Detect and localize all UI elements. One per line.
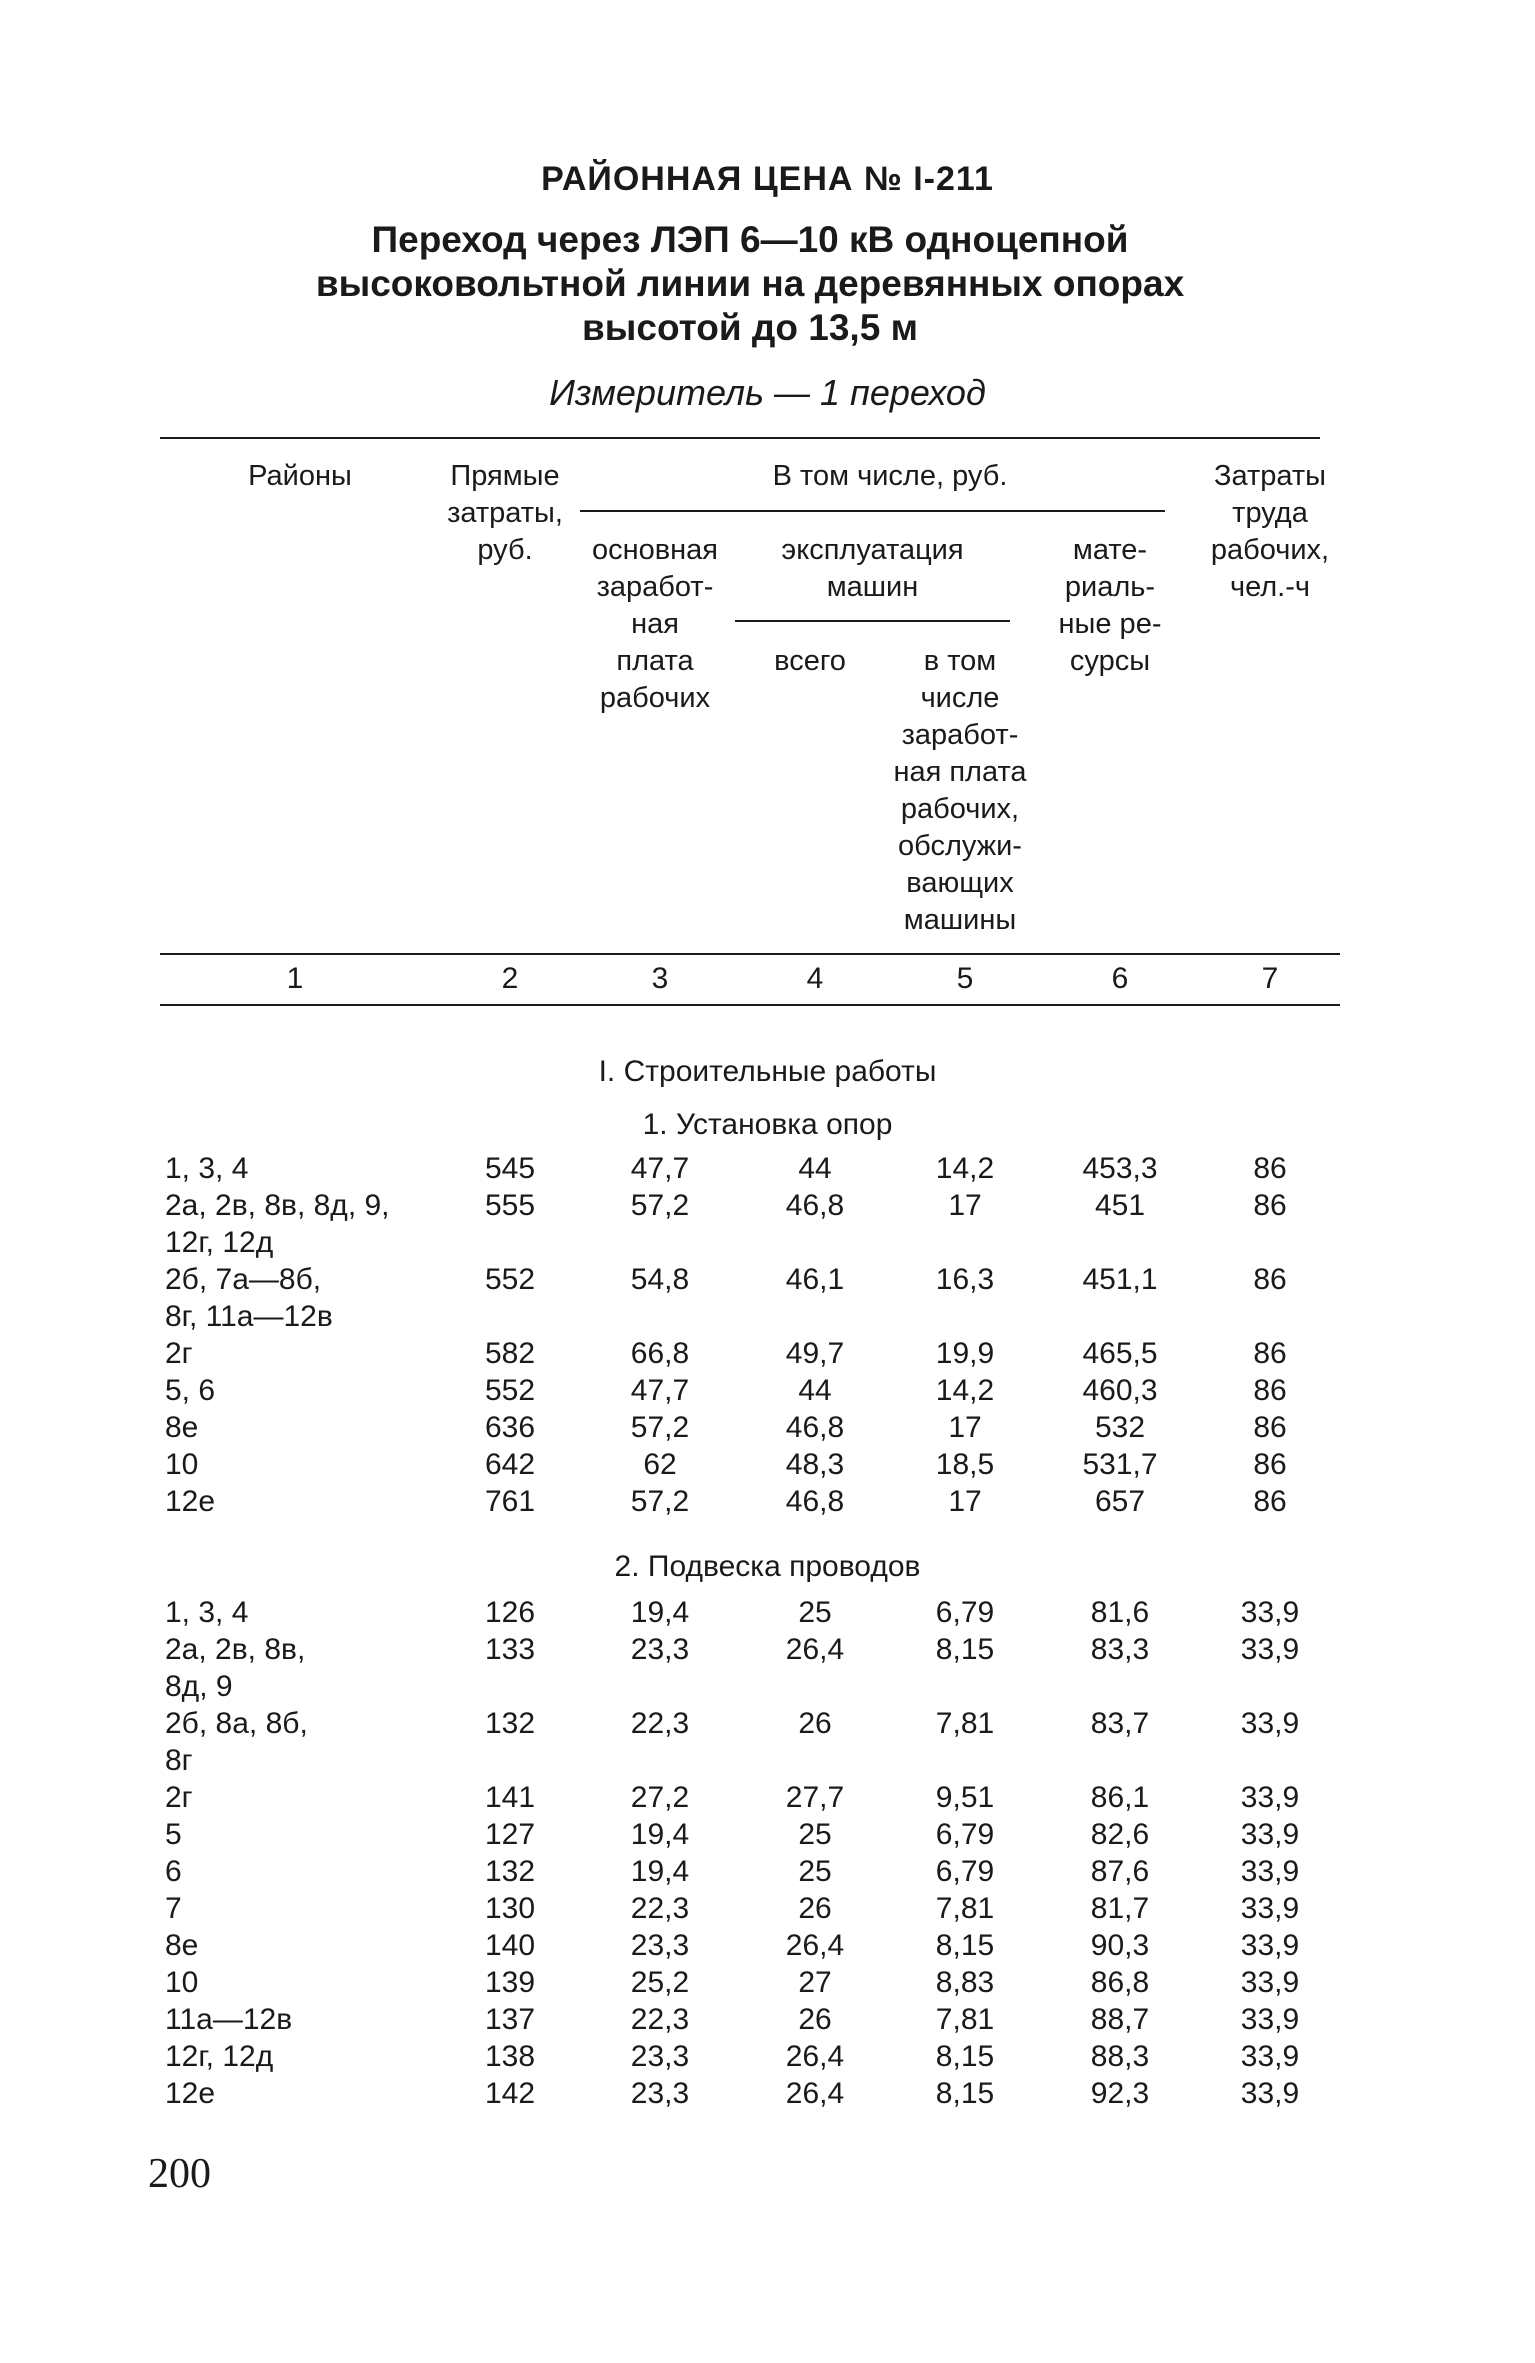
column-number: 7 bbox=[1261, 962, 1279, 995]
region-label: 12г, 12д bbox=[165, 2040, 274, 2073]
table-cell: 6,79 bbox=[935, 1818, 995, 1851]
table-cell: 17 bbox=[948, 1411, 982, 1444]
table-cell: 33,9 bbox=[1240, 2003, 1300, 2036]
table-cell: 33,9 bbox=[1240, 2040, 1300, 2073]
table-cell: 465,5 bbox=[1082, 1337, 1158, 1370]
measure-unit: Измеритель — 1 переход bbox=[549, 372, 986, 413]
table-cell: 142 bbox=[484, 2077, 536, 2110]
table-cell: 83,3 bbox=[1090, 1633, 1150, 1666]
table-cell: 48,3 bbox=[785, 1448, 845, 1481]
table-cell: 86 bbox=[1253, 1448, 1287, 1481]
table-row bbox=[0, 1781, 1535, 1818]
page-title bbox=[250, 218, 1250, 350]
table-cell: 451,1 bbox=[1082, 1263, 1158, 1296]
table-cell: 451 bbox=[1094, 1189, 1146, 1222]
table-cell: 8,15 bbox=[935, 2077, 995, 2110]
table-cell: 26 bbox=[798, 1892, 832, 1925]
region-label: 2г bbox=[165, 1781, 193, 1814]
table-cell: 139 bbox=[484, 1966, 536, 1999]
table-cell: 86 bbox=[1253, 1374, 1287, 1407]
table-cell: 14,2 bbox=[935, 1152, 995, 1185]
region-label: 8е bbox=[165, 1929, 199, 1962]
section-heading: I. Строительные работы bbox=[598, 1055, 937, 1088]
table-cell: 46,8 bbox=[785, 1411, 845, 1444]
table-cell: 582 bbox=[484, 1337, 536, 1370]
table-cell: 57,2 bbox=[630, 1189, 690, 1222]
table-cell: 460,3 bbox=[1082, 1374, 1158, 1407]
table-cell: 9,51 bbox=[935, 1781, 995, 1814]
header-regions: Районы bbox=[248, 460, 352, 492]
table-cell: 86 bbox=[1253, 1485, 1287, 1518]
table-cell: 44 bbox=[798, 1152, 832, 1185]
table-cell: 26,4 bbox=[785, 1929, 845, 1962]
table-row bbox=[0, 1485, 1535, 1522]
table-cell: 81,7 bbox=[1090, 1892, 1150, 1925]
header-line: заработ- bbox=[901, 719, 1019, 751]
title-line: высоковольтной линии на деревянных опорах bbox=[315, 263, 1185, 304]
header-line: заработ- bbox=[596, 571, 714, 603]
header-line: числе bbox=[920, 682, 1000, 714]
region-label: 2б, 8а, 8б, bbox=[165, 1707, 308, 1740]
table-cell: 26 bbox=[798, 1707, 832, 1740]
region-label: 2а, 2в, 8в, bbox=[165, 1633, 306, 1666]
table-cell: 8,83 bbox=[935, 1966, 995, 1999]
table-cell: 46,8 bbox=[785, 1485, 845, 1518]
header-line: мате- bbox=[1072, 534, 1148, 566]
table-cell: 86 bbox=[1253, 1189, 1287, 1222]
table-cell: 8,15 bbox=[935, 1929, 995, 1962]
header-line: обслужи- bbox=[898, 830, 1022, 862]
header-machines-incl-wage bbox=[880, 643, 1040, 939]
column-number: 2 bbox=[501, 962, 519, 995]
table-cell: 22,3 bbox=[630, 2003, 690, 2036]
table-cell: 86 bbox=[1253, 1411, 1287, 1444]
table-cell: 92,3 bbox=[1090, 2077, 1150, 2110]
table-cell: 27 bbox=[798, 1966, 832, 1999]
table-row bbox=[0, 2003, 1535, 2040]
table-cell: 27,2 bbox=[630, 1781, 690, 1814]
table-cell: 133 bbox=[484, 1633, 536, 1666]
region-label: 1, 3, 4 bbox=[165, 1152, 249, 1185]
header-rule-machines bbox=[735, 620, 1010, 622]
table-cell: 761 bbox=[484, 1485, 536, 1518]
header-materials bbox=[1040, 532, 1180, 680]
header-line: Прямые bbox=[450, 460, 560, 492]
table-cell: 23,3 bbox=[630, 2040, 690, 2073]
table-cell: 62 bbox=[643, 1448, 677, 1481]
table-cell: 8,15 bbox=[935, 2040, 995, 2073]
table-cell: 88,7 bbox=[1090, 2003, 1150, 2036]
header-rule-including bbox=[580, 510, 1165, 512]
column-numbers-row bbox=[0, 962, 1535, 999]
table-cell: 83,7 bbox=[1090, 1707, 1150, 1740]
table-cell: 26 bbox=[798, 2003, 832, 2036]
table-cell: 19,4 bbox=[630, 1596, 690, 1629]
table-cell: 6,79 bbox=[935, 1855, 995, 1888]
region-label: 2б, 7а—8б, bbox=[165, 1263, 322, 1296]
table-cell: 26,4 bbox=[785, 2040, 845, 2073]
region-label: 6 bbox=[165, 1855, 182, 1888]
table-cell: 8,15 bbox=[935, 1633, 995, 1666]
table-cell: 46,1 bbox=[785, 1263, 845, 1296]
table-cell: 90,3 bbox=[1090, 1929, 1150, 1962]
region-label: 2г bbox=[165, 1337, 193, 1370]
region-label-continued: 8д, 9 bbox=[165, 1670, 233, 1703]
region-label: 12е bbox=[165, 1485, 216, 1518]
table-cell: 531,7 bbox=[1082, 1448, 1158, 1481]
header-base-wage bbox=[575, 532, 735, 717]
table-cell: 86 bbox=[1253, 1152, 1287, 1185]
table-row bbox=[0, 1818, 1535, 1855]
group-heading-supports: 1. Установка опор bbox=[642, 1108, 893, 1141]
table-cell: 126 bbox=[484, 1596, 536, 1629]
header-line: Затраты bbox=[1213, 460, 1327, 492]
table-cell: 657 bbox=[1094, 1485, 1146, 1518]
table-row bbox=[0, 1892, 1535, 1929]
table-row bbox=[0, 1855, 1535, 1892]
table-cell: 132 bbox=[484, 1855, 536, 1888]
table-cell: 22,3 bbox=[630, 1707, 690, 1740]
table-cell: 26,4 bbox=[785, 1633, 845, 1666]
region-label: 12е bbox=[165, 2077, 216, 2110]
table-cell: 49,7 bbox=[785, 1337, 845, 1370]
table-row bbox=[0, 1189, 1535, 1226]
table-cell: 86,8 bbox=[1090, 1966, 1150, 1999]
region-label: 7 bbox=[165, 1892, 182, 1925]
region-label: 10 bbox=[165, 1448, 199, 1481]
table-cell: 7,81 bbox=[935, 1707, 995, 1740]
table-row bbox=[0, 1966, 1535, 2003]
region-label: 5, 6 bbox=[165, 1374, 216, 1407]
group-heading-wires: 2. Подвеска проводов bbox=[614, 1550, 921, 1583]
header-line: затраты, bbox=[447, 497, 563, 529]
table-cell: 552 bbox=[484, 1263, 536, 1296]
table-cell: 57,2 bbox=[630, 1485, 690, 1518]
table-cell: 27,7 bbox=[785, 1781, 845, 1814]
region-label: 8е bbox=[165, 1411, 199, 1444]
region-label-continued: 8г, 11а—12в bbox=[165, 1300, 333, 1333]
page-number: 200 bbox=[148, 2151, 211, 2197]
table-cell: 25 bbox=[798, 1596, 832, 1629]
table-cell: 33,9 bbox=[1240, 1929, 1300, 1962]
region-label: 11а—12в bbox=[165, 2003, 293, 2036]
table-cell: 25,2 bbox=[630, 1966, 690, 1999]
header-line: сурсы bbox=[1069, 645, 1151, 677]
title-line: высотой до 13,5 м bbox=[582, 307, 918, 348]
title-line: Переход через ЛЭП 6—10 кВ одноцепной bbox=[371, 219, 1129, 260]
table-cell: 138 bbox=[484, 2040, 536, 2073]
table-cell: 141 bbox=[484, 1781, 536, 1814]
header-line: рабочих, bbox=[900, 793, 1020, 825]
header-line: рабочих, bbox=[1210, 534, 1330, 566]
numbers-bottom-rule bbox=[160, 1004, 1340, 1006]
header-line: риаль- bbox=[1064, 571, 1156, 603]
table-cell: 7,81 bbox=[935, 1892, 995, 1925]
table-cell: 23,3 bbox=[630, 1929, 690, 1962]
table-cell: 26,4 bbox=[785, 2077, 845, 2110]
table-cell: 86 bbox=[1253, 1337, 1287, 1370]
header-line: машин bbox=[826, 571, 919, 603]
table-cell: 127 bbox=[484, 1818, 536, 1851]
region-label-continued: 8г bbox=[165, 1744, 193, 1777]
table-cell: 88,3 bbox=[1090, 2040, 1150, 2073]
table-cell: 66,8 bbox=[630, 1337, 690, 1370]
table-cell: 22,3 bbox=[630, 1892, 690, 1925]
header-line: ные ре- bbox=[1058, 608, 1162, 640]
header-including: В том числе, руб. bbox=[772, 460, 1008, 492]
header-labor bbox=[1180, 458, 1360, 606]
table-cell: 14,2 bbox=[935, 1374, 995, 1407]
table-row bbox=[0, 1707, 1535, 1744]
table-row bbox=[0, 1374, 1535, 1411]
table-cell: 132 bbox=[484, 1707, 536, 1740]
table-cell: 17 bbox=[948, 1485, 982, 1518]
table-cell: 19,9 bbox=[935, 1337, 995, 1370]
table-row bbox=[0, 1263, 1535, 1300]
table-cell: 44 bbox=[798, 1374, 832, 1407]
price-code-title: РАЙОННАЯ ЦЕНА № I-211 bbox=[541, 160, 994, 198]
table-cell: 33,9 bbox=[1240, 1818, 1300, 1851]
table-cell: 81,6 bbox=[1090, 1596, 1150, 1629]
header-line: эксплуатация bbox=[781, 534, 964, 566]
column-number: 1 bbox=[286, 962, 304, 995]
header-line: ная bbox=[631, 608, 679, 640]
table-cell: 137 bbox=[484, 2003, 536, 2036]
table-row bbox=[0, 1929, 1535, 1966]
table-cell: 33,9 bbox=[1240, 1707, 1300, 1740]
header-machines-total: всего bbox=[774, 645, 846, 677]
table-cell: 130 bbox=[484, 1892, 536, 1925]
table-cell: 636 bbox=[484, 1411, 536, 1444]
table-cell: 555 bbox=[484, 1189, 536, 1222]
table-cell: 86,1 bbox=[1090, 1781, 1150, 1814]
column-number: 3 bbox=[651, 962, 669, 995]
header-line: рабочих bbox=[599, 682, 711, 714]
table-cell: 46,8 bbox=[785, 1189, 845, 1222]
column-number: 5 bbox=[956, 962, 974, 995]
header-line: основная bbox=[591, 534, 719, 566]
table-cell: 33,9 bbox=[1240, 1855, 1300, 1888]
table-cell: 33,9 bbox=[1240, 1633, 1300, 1666]
table-cell: 23,3 bbox=[630, 2077, 690, 2110]
table-cell: 33,9 bbox=[1240, 1596, 1300, 1629]
table-cell: 25 bbox=[798, 1818, 832, 1851]
region-label: 2а, 2в, 8в, 8д, 9, bbox=[165, 1189, 390, 1222]
table-cell: 552 bbox=[484, 1374, 536, 1407]
table-top-rule bbox=[160, 437, 1320, 439]
table-cell: 82,6 bbox=[1090, 1818, 1150, 1851]
table-cell: 33,9 bbox=[1240, 2077, 1300, 2110]
table-cell: 87,6 bbox=[1090, 1855, 1150, 1888]
table-cell: 57,2 bbox=[630, 1411, 690, 1444]
header-direct-costs bbox=[425, 458, 585, 569]
table-cell: 33,9 bbox=[1240, 1781, 1300, 1814]
header-line: вающих bbox=[906, 867, 1014, 899]
header-bottom-rule bbox=[160, 953, 1340, 955]
table-row bbox=[0, 2040, 1535, 2077]
table-cell: 6,79 bbox=[935, 1596, 995, 1629]
column-number: 6 bbox=[1111, 962, 1129, 995]
table-row bbox=[0, 1448, 1535, 1485]
table-cell: 16,3 bbox=[935, 1263, 995, 1296]
region-label: 5 bbox=[165, 1818, 182, 1851]
column-number: 4 bbox=[806, 962, 824, 995]
table-cell: 47,7 bbox=[630, 1374, 690, 1407]
table-cell: 532 bbox=[1094, 1411, 1146, 1444]
table-cell: 18,5 bbox=[935, 1448, 995, 1481]
table-cell: 86 bbox=[1253, 1263, 1287, 1296]
table-cell: 23,3 bbox=[630, 1633, 690, 1666]
region-label: 10 bbox=[165, 1966, 199, 1999]
table-cell: 17 bbox=[948, 1189, 982, 1222]
table-cell: 25 bbox=[798, 1855, 832, 1888]
header-line: труда bbox=[1232, 497, 1308, 529]
header-machines bbox=[735, 532, 1010, 606]
table-cell: 19,4 bbox=[630, 1818, 690, 1851]
table-cell: 545 bbox=[484, 1152, 536, 1185]
table-cell: 54,8 bbox=[630, 1263, 690, 1296]
table-cell: 33,9 bbox=[1240, 1966, 1300, 1999]
table-cell: 642 bbox=[484, 1448, 536, 1481]
header-line: машины bbox=[903, 904, 1017, 936]
region-label-continued: 12г, 12д bbox=[165, 1226, 274, 1259]
table-cell: 33,9 bbox=[1240, 1892, 1300, 1925]
table-cell: 7,81 bbox=[935, 2003, 995, 2036]
header-line: ная плата bbox=[893, 756, 1027, 788]
table-cell: 453,3 bbox=[1082, 1152, 1158, 1185]
table-cell: 47,7 bbox=[630, 1152, 690, 1185]
header-line: руб. bbox=[477, 534, 533, 566]
table-row bbox=[0, 1152, 1535, 1189]
table-row bbox=[0, 1337, 1535, 1374]
table-row bbox=[0, 2077, 1535, 2114]
header-line: в том bbox=[923, 645, 997, 677]
table-cell: 140 bbox=[484, 1929, 536, 1962]
table-cell: 19,4 bbox=[630, 1855, 690, 1888]
table-row bbox=[0, 1411, 1535, 1448]
table-row bbox=[0, 1633, 1535, 1670]
table-row bbox=[0, 1596, 1535, 1633]
header-line: плата bbox=[616, 645, 694, 677]
region-label: 1, 3, 4 bbox=[165, 1596, 249, 1629]
header-line: чел.-ч bbox=[1229, 571, 1311, 603]
